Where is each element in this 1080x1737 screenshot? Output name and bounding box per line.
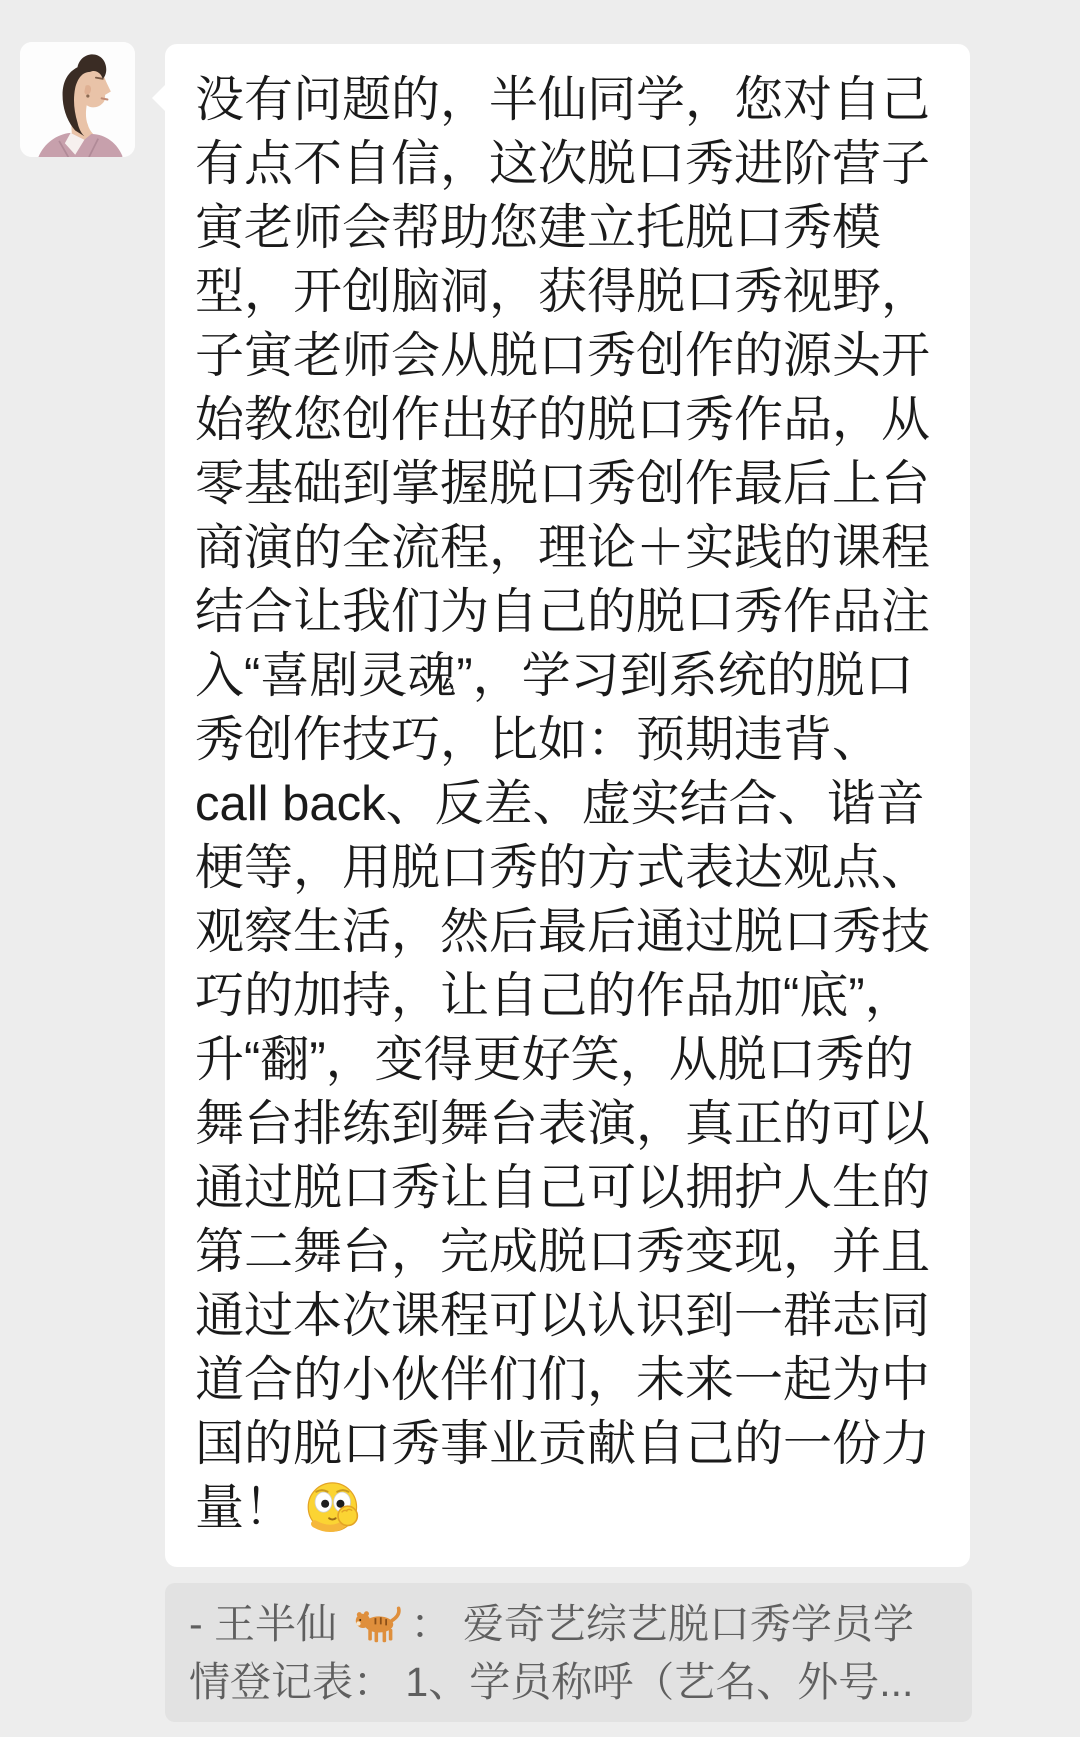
quote-suffix: ： 爱奇艺综艺脱口秀学员学情登记表： 1、学员称呼（艺名、外号... (189, 1601, 914, 1705)
person-profile-illustration (20, 42, 135, 157)
quote-prefix: - 王半仙 (189, 1601, 349, 1647)
cheer-fist-emoji (305, 1478, 363, 1536)
bubble-tail (152, 84, 166, 112)
message-bubble[interactable] (165, 44, 970, 1567)
avatar[interactable] (20, 42, 135, 157)
tiger-emoji (354, 1603, 404, 1645)
quoted-reply[interactable] (165, 1583, 972, 1722)
message-text: 没有问题的，半仙同学，您对自己有点不自信，这次脱口秀进阶营子寅老师会帮助您建立托脱口秀模型，开创脑洞，获得脱口秀视野，子寅老师会从脱口秀创作的源头开始教您创作出好的脱口秀作品，从零基础到掌握脱口秀创作最后上台商演的全流程，理论＋实践的课程结合让我们为自己的脱口秀作品注入“喜剧灵魂”，学习到系统的脱口秀创作技巧，比如：预期违背、call back、反差、虚实结合、谐音梗等，用脱口秀的方式表达观点、观察生活，然后最后通过脱口秀技巧的加持，让自己的作品加“底”，升“翻”，变得更好笑，从脱口秀的舞台排练到舞台表演，真正的可以通过脱口秀让自己可以拥护人生的第二舞台，完成脱口秀变现，并且通过本次课程可以认识到一群志同道合的小伙伴们们，未来一起为中国的脱口秀事业贡献自己的一份力量！ (195, 73, 931, 1535)
